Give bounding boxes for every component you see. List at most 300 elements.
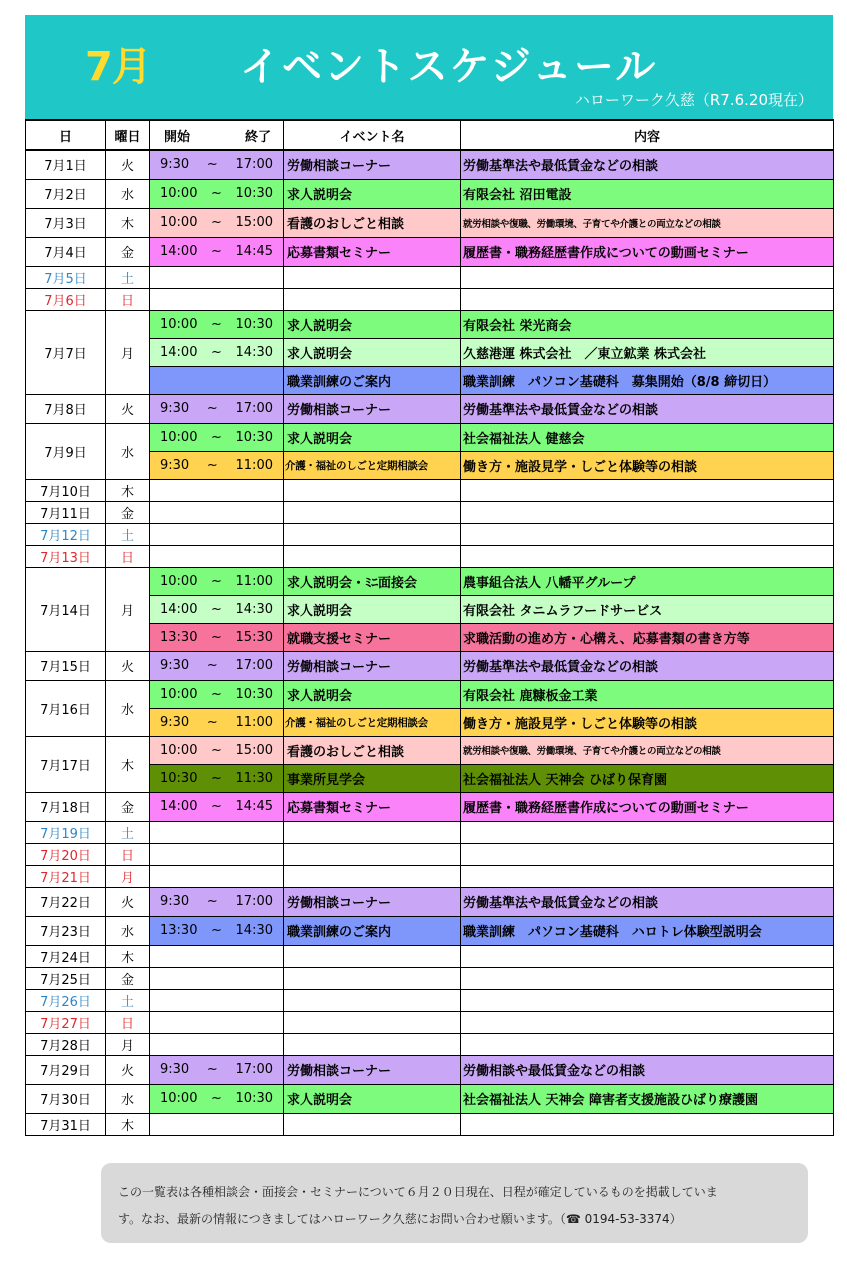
start-time: 10:00 (160, 1091, 198, 1106)
page-subtitle: ハローワーク久慈（R7.6.20現在） (574, 91, 813, 109)
weekday-cell: 水 (106, 1084, 150, 1113)
time-range (150, 401, 283, 416)
date-cell: 7月9日 (26, 423, 106, 479)
event-content-cell: 久慈港運 株式会社 ／東立鉱業 株式会社 (461, 338, 834, 366)
table-row-empty (26, 843, 834, 865)
time-separator: ~ (206, 894, 218, 909)
page-header (25, 15, 833, 119)
time-range (150, 186, 283, 201)
event-name-cell (284, 1033, 461, 1055)
table-row-empty (26, 1113, 834, 1135)
event-content-cell: 農事組合法人 八幡平グループ (461, 567, 834, 595)
start-time: 14:00 (160, 344, 198, 360)
event-content-cell: 履歴書・職務経歴書作成についての動画セミナー (461, 792, 834, 821)
table-row-empty (26, 821, 834, 843)
weekday-cell: 木 (106, 945, 150, 967)
table-row (26, 310, 834, 338)
time-range (150, 715, 283, 730)
weekday-cell: 月 (106, 567, 150, 651)
column-header-end: 終了 (244, 129, 271, 145)
event-content-cell (461, 1033, 834, 1055)
event-name-cell: 求人説明会 (284, 179, 461, 208)
event-name-cell (284, 1011, 461, 1033)
event-content-cell: 労働基準法や最低賃金などの相談 (461, 394, 834, 423)
date-cell: 7月21日 (26, 865, 106, 887)
time-separator: ~ (206, 457, 218, 473)
start-time: 10:00 (160, 186, 198, 201)
event-name-cell (284, 843, 461, 865)
end-time: 10:30 (235, 1091, 273, 1106)
end-time: 15:00 (235, 215, 273, 230)
time-cell (150, 266, 284, 288)
weekday-cell: 月 (106, 1033, 150, 1055)
event-content-cell: 労働基準法や最低賃金などの相談 (461, 150, 834, 179)
event-content-cell (461, 501, 834, 523)
end-time: 10:30 (235, 186, 273, 201)
start-time: 13:30 (160, 923, 198, 938)
time-separator: ~ (206, 658, 218, 673)
time-separator: ~ (211, 429, 222, 445)
time-separator: ~ (211, 215, 222, 230)
time-cell (150, 208, 284, 237)
event-name-cell (284, 288, 461, 310)
time-separator: ~ (211, 1091, 222, 1106)
column-header-event: イベント名 (284, 120, 461, 150)
event-content-cell (461, 989, 834, 1011)
weekday-cell: 火 (106, 150, 150, 179)
time-range (150, 1062, 283, 1077)
time-separator: ~ (211, 742, 222, 758)
time-separator: ~ (206, 714, 218, 730)
footer-note (101, 1163, 808, 1243)
event-content-cell: 有限会社 鹿糠板金工業 (461, 680, 834, 708)
time-separator: ~ (211, 770, 222, 786)
table-row (26, 651, 834, 680)
start-time: 14:00 (160, 799, 198, 814)
time-separator: ~ (211, 344, 222, 360)
end-time: 14:30 (235, 344, 273, 360)
event-content-cell (461, 843, 834, 865)
event-content-cell (461, 967, 834, 989)
event-content-cell: 有限会社 タニムラフードサービス (461, 595, 834, 623)
start-time: 14:00 (160, 244, 198, 259)
event-name-cell: 就職支援セミナー (284, 623, 461, 651)
time-cell (150, 967, 284, 989)
time-range (150, 215, 283, 230)
time-separator: ~ (211, 923, 222, 938)
date-cell: 7月5日 (26, 266, 106, 288)
column-header-weekday: 曜日 (106, 120, 150, 150)
table-row-empty (26, 1011, 834, 1033)
event-content-cell: 有限会社 栄光商会 (461, 310, 834, 338)
time-cell (150, 680, 284, 708)
event-content-cell (461, 865, 834, 887)
event-name-cell: 求人説明会 (284, 1084, 461, 1113)
event-name-cell: 介護・福祉のしごと定期相談会 (284, 708, 461, 736)
table-row (26, 887, 834, 916)
date-cell: 7月6日 (26, 288, 106, 310)
event-name-cell (284, 821, 461, 843)
event-name-cell: 求人説明会 (284, 595, 461, 623)
time-cell (150, 237, 284, 266)
table-row (26, 179, 834, 208)
weekday-cell: 火 (106, 651, 150, 680)
weekday-cell: 火 (106, 887, 150, 916)
table-row (26, 237, 834, 266)
weekday-cell: 金 (106, 501, 150, 523)
end-time: 11:00 (235, 714, 273, 730)
event-content-cell: 社会福祉法人 天神会 ひばり保育園 (461, 764, 834, 792)
time-range (150, 687, 283, 702)
start-time: 9:30 (160, 457, 190, 473)
event-content-cell: 働き方・施設見学・しごと体験等の相談 (461, 451, 834, 479)
table-row-empty (26, 967, 834, 989)
date-cell: 7月15日 (26, 651, 106, 680)
table-row (26, 916, 834, 945)
event-content-cell: 就労相談や復職、労働環境、子育てや介護との両立などの相談 (461, 208, 834, 237)
event-name-cell: 労働相談コーナー (284, 394, 461, 423)
column-header-content: 内容 (461, 120, 834, 150)
start-time: 9:30 (160, 714, 190, 730)
time-cell (150, 989, 284, 1011)
time-cell (150, 545, 284, 567)
time-range (150, 345, 283, 360)
end-time: 10:30 (235, 429, 273, 445)
time-separator: ~ (211, 573, 222, 589)
event-content-cell (461, 479, 834, 501)
event-name-cell: 応募書類セミナー (284, 237, 461, 266)
end-time: 10:30 (235, 686, 273, 702)
weekday-cell: 土 (106, 523, 150, 545)
time-range (150, 923, 283, 938)
weekday-cell: 火 (106, 1055, 150, 1084)
date-cell: 7月27日 (26, 1011, 106, 1033)
weekday-cell: 木 (106, 1113, 150, 1135)
table-row-empty (26, 479, 834, 501)
date-cell: 7月16日 (26, 680, 106, 736)
event-name-cell: 職業訓練のご案内 (284, 366, 461, 394)
time-cell (150, 523, 284, 545)
weekday-cell: 木 (106, 479, 150, 501)
time-range (150, 771, 283, 786)
event-name-cell (284, 523, 461, 545)
time-range (150, 602, 283, 617)
end-time: 17:00 (235, 157, 273, 173)
table-row (26, 150, 834, 179)
weekday-cell: 水 (106, 916, 150, 945)
table-row (26, 394, 834, 423)
time-cell (150, 821, 284, 843)
time-cell (150, 567, 284, 595)
weekday-cell: 日 (106, 843, 150, 865)
date-cell: 7月24日 (26, 945, 106, 967)
weekday-cell: 土 (106, 989, 150, 1011)
event-content-cell: 職業訓練 パソコン基礎科 ハロトレ体験型説明会 (461, 916, 834, 945)
time-cell (150, 843, 284, 865)
time-cell (150, 1033, 284, 1055)
event-name-cell: 応募書類セミナー (284, 792, 461, 821)
start-time: 10:00 (160, 215, 198, 230)
event-content-cell: 履歴書・職務経歴書作成についての動画セミナー (461, 237, 834, 266)
page-title: イベントスケジュール (240, 44, 658, 90)
event-name-cell: 労働相談コーナー (284, 651, 461, 680)
event-name-cell: 職業訓練のご案内 (284, 916, 461, 945)
time-cell (150, 366, 284, 394)
time-range (150, 743, 283, 758)
time-cell (150, 501, 284, 523)
table-row (26, 1055, 834, 1084)
date-cell: 7月19日 (26, 821, 106, 843)
time-cell (150, 708, 284, 736)
event-content-cell: 労働基準法や最低賃金などの相談 (461, 651, 834, 680)
start-time: 10:00 (160, 573, 198, 589)
time-cell (150, 764, 284, 792)
time-range (150, 630, 283, 645)
event-name-cell (284, 501, 461, 523)
weekday-cell: 日 (106, 288, 150, 310)
time-separator: ~ (206, 401, 218, 416)
event-name-cell: 求人説明会 (284, 423, 461, 451)
time-range (150, 1091, 283, 1106)
time-cell (150, 792, 284, 821)
event-content-cell (461, 1113, 834, 1135)
weekday-cell: 水 (106, 680, 150, 736)
event-name-cell: 労働相談コーナー (284, 1055, 461, 1084)
time-cell (150, 394, 284, 423)
end-time: 15:00 (235, 742, 273, 758)
event-content-cell (461, 945, 834, 967)
time-separator: ~ (211, 601, 222, 617)
end-time: 17:00 (235, 1062, 273, 1077)
time-cell (150, 338, 284, 366)
date-cell: 7月17日 (26, 736, 106, 792)
event-content-cell: 働き方・施設見学・しごと体験等の相談 (461, 708, 834, 736)
time-cell (150, 1084, 284, 1113)
time-range (150, 799, 283, 814)
date-cell: 7月13日 (26, 545, 106, 567)
time-separator: ~ (211, 244, 222, 259)
date-cell: 7月20日 (26, 843, 106, 865)
event-content-cell (461, 545, 834, 567)
date-cell: 7月12日 (26, 523, 106, 545)
table-row (26, 567, 834, 595)
event-name-cell (284, 266, 461, 288)
note-line: この一覧表は各種相談会・面接会・セミナーについて６月２０日現在、日程が確定しているものを掲載していま (118, 1185, 718, 1199)
date-cell: 7月10日 (26, 479, 106, 501)
table-row (26, 208, 834, 237)
time-separator: ~ (211, 629, 222, 645)
table-row (26, 423, 834, 451)
month-label: 7月 (85, 44, 151, 90)
start-time: 9:30 (160, 1062, 190, 1077)
time-range (150, 317, 283, 332)
weekday-cell: 金 (106, 237, 150, 266)
time-cell (150, 310, 284, 338)
event-name-cell: 事業所見学会 (284, 764, 461, 792)
end-time: 14:45 (235, 799, 273, 814)
table-row-empty (26, 545, 834, 567)
event-content-cell: 労働相談や最低賃金などの相談 (461, 1055, 834, 1084)
start-time: 9:30 (160, 401, 190, 416)
table-header-row (26, 120, 834, 150)
weekday-cell: 土 (106, 266, 150, 288)
table-row-empty (26, 523, 834, 545)
start-time: 10:00 (160, 742, 198, 758)
event-name-cell: 労働相談コーナー (284, 887, 461, 916)
end-time: 17:00 (235, 894, 273, 909)
event-name-cell: 看護のおしごと相談 (284, 208, 461, 237)
weekday-cell: 水 (106, 179, 150, 208)
time-range (150, 458, 283, 473)
weekday-cell: 月 (106, 310, 150, 394)
date-cell: 7月31日 (26, 1113, 106, 1135)
weekday-cell: 金 (106, 967, 150, 989)
date-cell: 7月14日 (26, 567, 106, 651)
end-time: 14:30 (235, 923, 273, 938)
time-separator: ~ (206, 157, 218, 173)
event-name-cell (284, 479, 461, 501)
table-row (26, 792, 834, 821)
date-cell: 7月23日 (26, 916, 106, 945)
start-time: 10:00 (160, 429, 198, 445)
table-row-empty (26, 266, 834, 288)
event-content-cell: 社会福祉法人 天神会 障害者支援施設ひばり療護園 (461, 1084, 834, 1113)
start-time: 14:00 (160, 601, 198, 617)
event-content-cell: 社会福祉法人 健慈会 (461, 423, 834, 451)
date-cell: 7月18日 (26, 792, 106, 821)
table-row-empty (26, 1033, 834, 1055)
time-cell (150, 865, 284, 887)
event-content-cell: 就労相談や復職、労働環境、子育てや介護との両立などの相談 (461, 736, 834, 764)
time-range (150, 157, 283, 172)
time-cell (150, 423, 284, 451)
time-range (150, 894, 283, 909)
start-time: 10:00 (160, 316, 198, 332)
weekday-cell: 火 (106, 394, 150, 423)
time-cell (150, 945, 284, 967)
time-range (150, 430, 283, 445)
event-content-cell: 有限会社 沼田電設 (461, 179, 834, 208)
time-range (150, 574, 283, 589)
weekday-cell: 日 (106, 545, 150, 567)
weekday-cell: 水 (106, 423, 150, 479)
table-row-empty (26, 945, 834, 967)
event-name-cell (284, 989, 461, 1011)
end-time: 17:00 (235, 401, 273, 416)
event-name-cell (284, 967, 461, 989)
event-name-cell: 求人説明会 (284, 310, 461, 338)
event-name-cell: 求人説明会 (284, 338, 461, 366)
time-cell (150, 479, 284, 501)
table-row (26, 736, 834, 764)
table-row (26, 1084, 834, 1113)
event-content-cell: 職業訓練 パソコン基礎科 募集開始（8/8 締切日） (461, 366, 834, 394)
time-separator: ~ (211, 316, 222, 332)
event-name-cell: 介護・福祉のしごと定期相談会 (284, 451, 461, 479)
weekday-cell: 木 (106, 736, 150, 792)
schedule-table (25, 119, 834, 1136)
event-name-cell (284, 945, 461, 967)
end-time: 11:00 (235, 457, 273, 473)
weekday-cell: 金 (106, 792, 150, 821)
date-cell: 7月4日 (26, 237, 106, 266)
time-separator: ~ (211, 186, 222, 201)
event-content-cell: 求職活動の進め方・心構え、応募書類の書き方等 (461, 623, 834, 651)
event-content-cell (461, 1011, 834, 1033)
table-row-empty (26, 288, 834, 310)
start-time: 9:30 (160, 157, 190, 173)
date-cell: 7月2日 (26, 179, 106, 208)
table-row-empty (26, 865, 834, 887)
date-cell: 7月3日 (26, 208, 106, 237)
time-cell (150, 623, 284, 651)
end-time: 15:30 (235, 629, 273, 645)
time-range (150, 658, 283, 673)
end-time: 10:30 (235, 316, 273, 332)
time-separator: ~ (206, 1062, 218, 1077)
time-cell (150, 451, 284, 479)
event-name-cell: 看護のおしごと相談 (284, 736, 461, 764)
start-time: 10:00 (160, 686, 198, 702)
weekday-cell: 土 (106, 821, 150, 843)
table-row-empty (26, 501, 834, 523)
date-cell: 7月28日 (26, 1033, 106, 1055)
event-content-cell (461, 266, 834, 288)
end-time: 11:00 (235, 573, 273, 589)
event-content-cell: 労働基準法や最低賃金などの相談 (461, 887, 834, 916)
date-cell: 7月11日 (26, 501, 106, 523)
column-header-start: 開始 (164, 129, 191, 145)
event-name-cell (284, 1113, 461, 1135)
time-cell (150, 736, 284, 764)
event-name-cell: 求人説明会 (284, 680, 461, 708)
event-content-cell (461, 288, 834, 310)
time-cell (150, 1113, 284, 1135)
time-cell (150, 887, 284, 916)
event-content-cell (461, 821, 834, 843)
time-range (150, 244, 283, 259)
end-time: 17:00 (235, 658, 273, 673)
table-row-empty (26, 989, 834, 1011)
weekday-cell: 木 (106, 208, 150, 237)
start-time: 9:30 (160, 894, 190, 909)
event-name-cell: 求人説明会・ﾐﾆ面接会 (284, 567, 461, 595)
start-time: 10:30 (160, 770, 198, 786)
time-cell (150, 651, 284, 680)
event-name-cell (284, 865, 461, 887)
date-cell: 7月22日 (26, 887, 106, 916)
date-cell: 7月25日 (26, 967, 106, 989)
weekday-cell: 月 (106, 865, 150, 887)
event-name-cell (284, 545, 461, 567)
end-time: 14:45 (235, 244, 273, 259)
table-row (26, 680, 834, 708)
time-cell (150, 916, 284, 945)
date-cell: 7月29日 (26, 1055, 106, 1084)
note-line: す。なお、最新の情報につきましてはハローワーク久慈にお問い合わせ願います。（☎ 0194-53-3374） (118, 1212, 682, 1226)
weekday-cell: 日 (106, 1011, 150, 1033)
time-cell (150, 288, 284, 310)
time-separator: ~ (211, 686, 222, 702)
date-cell: 7月26日 (26, 989, 106, 1011)
time-cell (150, 150, 284, 179)
end-time: 14:30 (235, 601, 273, 617)
time-cell (150, 1055, 284, 1084)
event-name-cell: 労働相談コーナー (284, 150, 461, 179)
date-cell: 7月7日 (26, 310, 106, 394)
event-content-cell (461, 523, 834, 545)
start-time: 13:30 (160, 629, 198, 645)
